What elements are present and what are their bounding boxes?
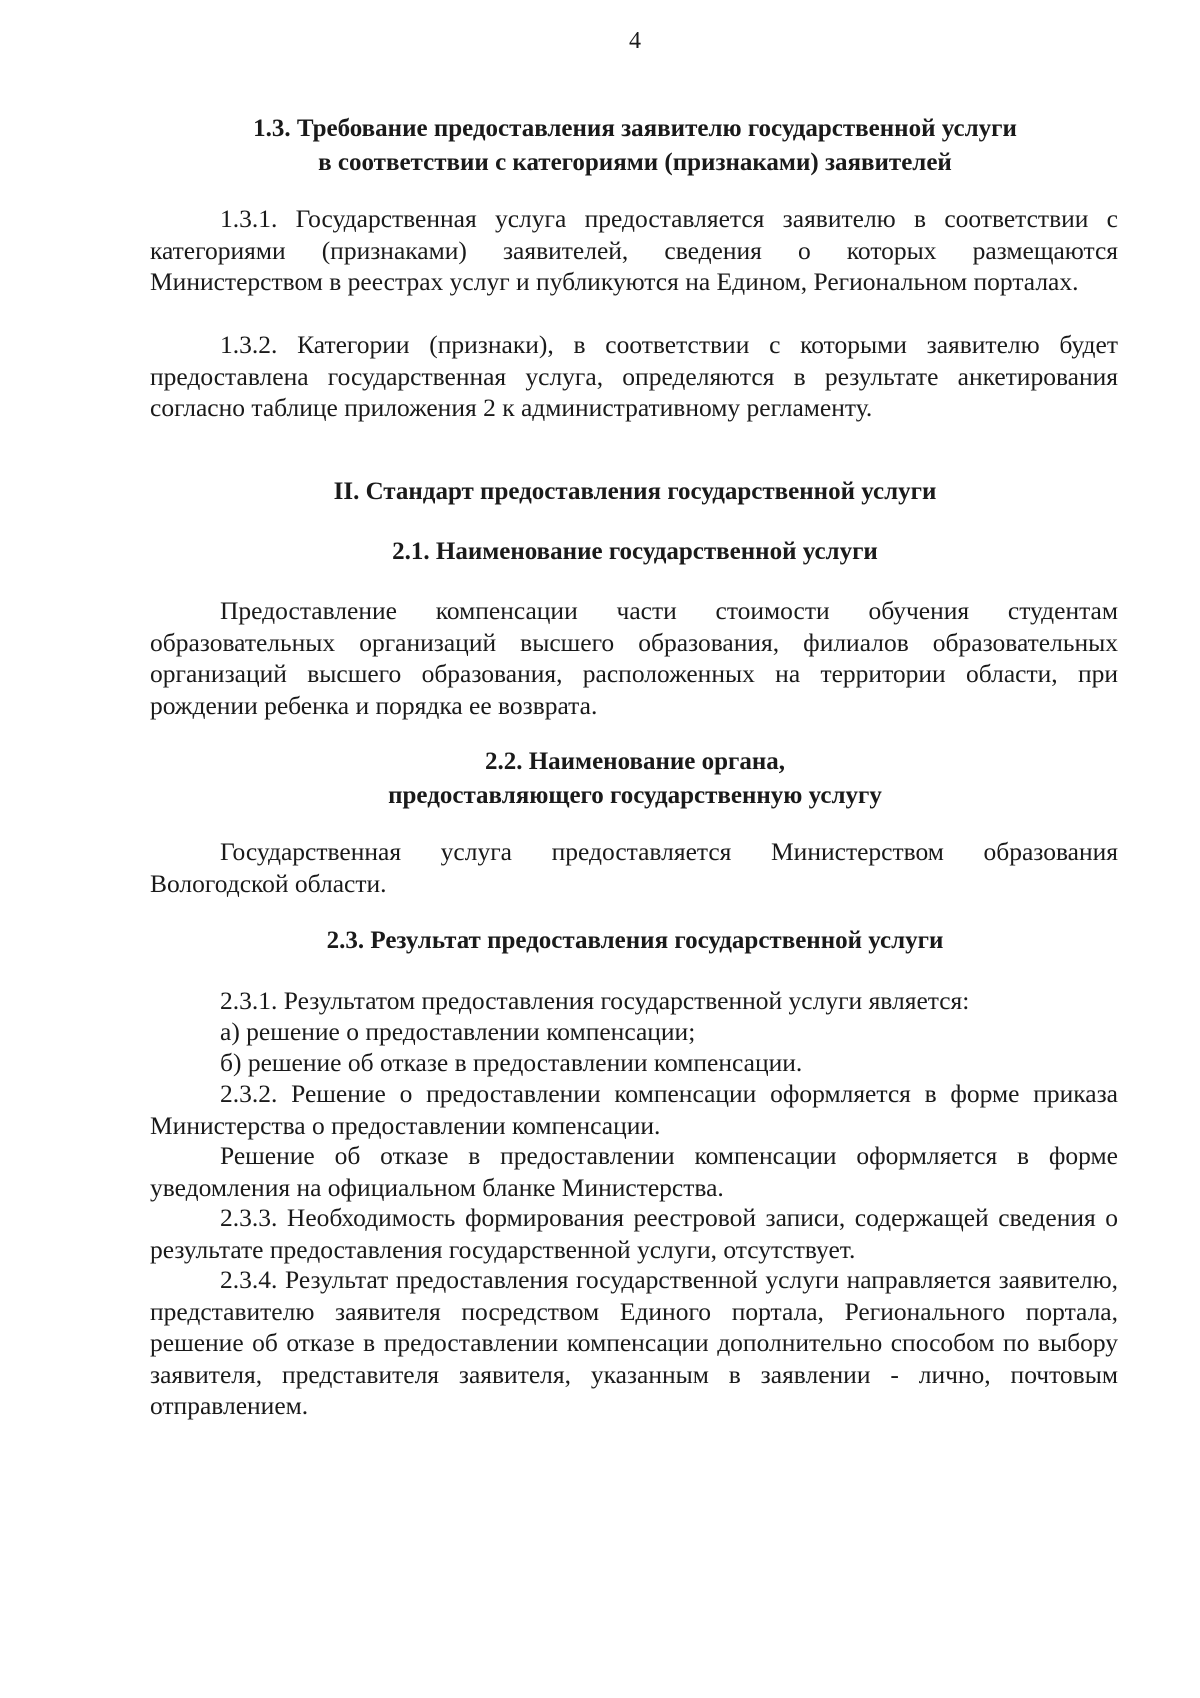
section-1-3-heading-line1: 1.3. Требование предоставления заявителю государственной услуги <box>253 115 1017 142</box>
paragraph-1-3-2: 1.3.2. Категории (признаки), в соответствии с которыми заявителю будет предоставлена государственная услуга, определяются в результате анкетирования согласно таблице приложения 2 к административному регламенту. <box>150 330 1118 422</box>
section-2-2-heading-line2: предоставляющего государственную услугу <box>388 782 882 809</box>
section-2-2-heading-line1: 2.2. Наименование органа, <box>484 748 786 775</box>
section-2-2-heading <box>150 745 1120 813</box>
paragraph-2-3-2-refusal: Решение об отказе в предоставлении компенсации оформляется в форме уведомления на официальном бланке Министерства. <box>150 1141 1118 1202</box>
paragraph-2-3-4: 2.3.4. Результат предоставления государственной услуги направляется заявителю, представителю заявителя посредством Единого портала, Регионального портала, решение об отказе в предоставлении компенсации дополнительно способом по выбору заявителя, представителя заявителя, указанным в заявлении - лично, почтовым отправлением. <box>150 1265 1118 1420</box>
paragraph-2-1: Предоставление компенсации части стоимости обучения студентам образовательных организаций высшего образования, филиалов образовательных организаций высшего образования, расположенных на территории области, при рождении ребенка и порядка ее возврата. <box>150 596 1118 720</box>
section-1-3-heading <box>150 112 1120 180</box>
section-ii-heading: II. Стандарт предоставления государственной услуги <box>333 478 937 505</box>
paragraph-1-3-1: 1.3.1. Государственная услуга предоставляется заявителю в соответствии с категориями (признаками) заявителей, сведения о которых размещаются Министерством в реестрах услуг и публикуются на Едином, Региональном порталах. <box>150 204 1118 296</box>
section-2-3-heading: 2.3. Результат предоставления государственной услуги <box>326 927 944 954</box>
paragraph-2-3-1-b: б) решение об отказе в предоставлении компенсации. <box>220 1048 803 1077</box>
page-number: 4 <box>629 28 641 54</box>
section-2-1-heading: 2.1. Наименование государственной услуги <box>392 538 878 565</box>
paragraph-2-3-1-a: а) решение о предоставлении компенсации; <box>220 1017 696 1046</box>
paragraph-2-3-2: 2.3.2. Решение о предоставлении компенсации оформляется в форме приказа Министерства о предоставлении компенсации. <box>150 1079 1118 1140</box>
paragraph-2-3-1: 2.3.1. Результатом предоставления государственной услуги является: <box>220 986 970 1015</box>
paragraph-2-3-3: 2.3.3. Необходимость формирования реестровой записи, содержащей сведения о результате предоставления государственной услуги, отсутствует. <box>150 1203 1118 1264</box>
paragraph-2-2: Государственная услуга предоставляется Министерством образования Вологодской области. <box>150 837 1118 898</box>
section-1-3-heading-line2: в соответствии с категориями (признаками) заявителей <box>318 149 952 176</box>
